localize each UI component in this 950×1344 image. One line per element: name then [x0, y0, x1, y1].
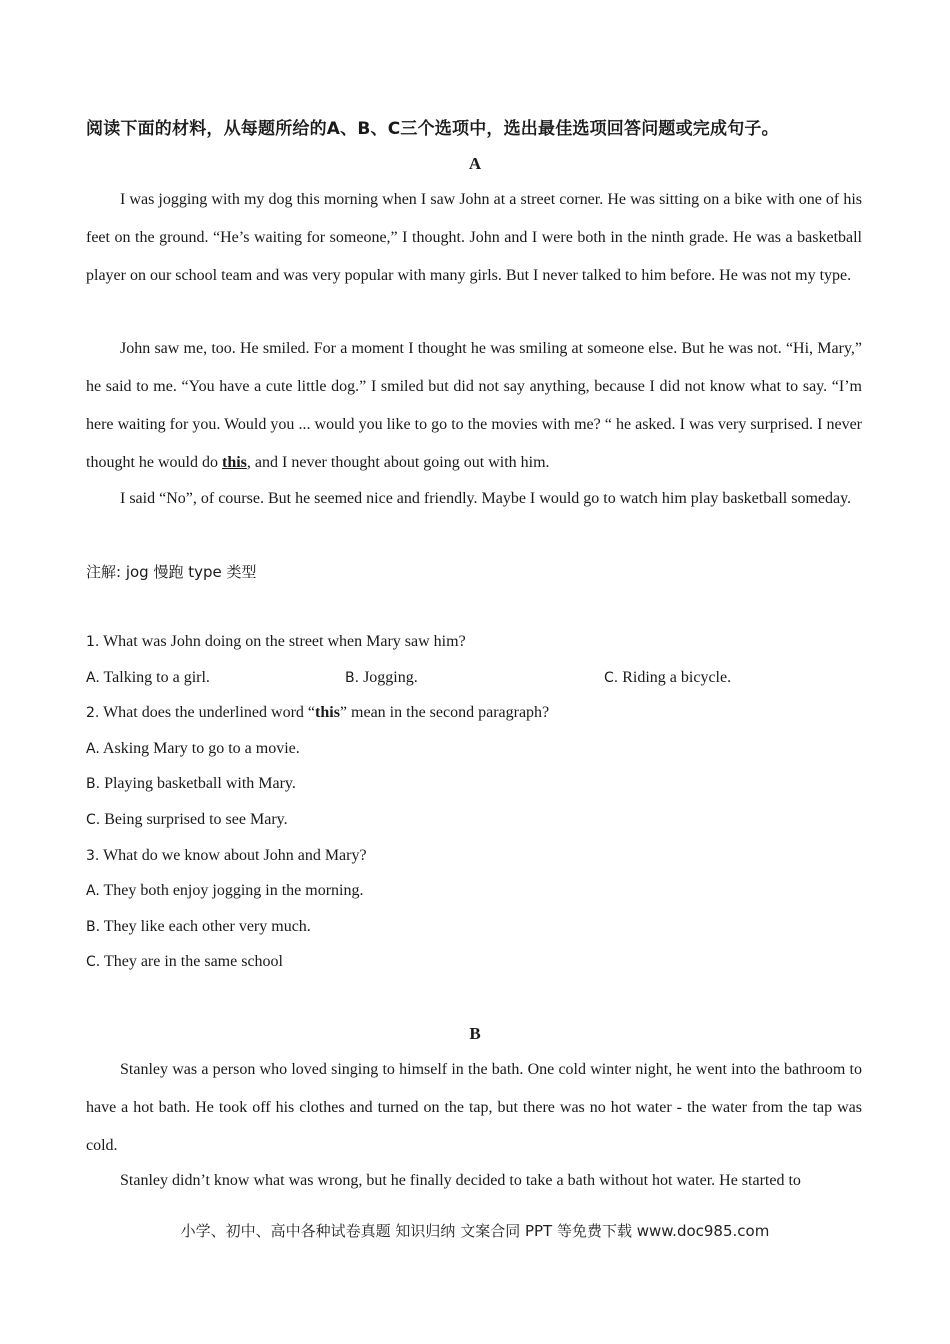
question-1-option-b: B. Jogging. — [345, 669, 418, 686]
question-1-option-c: C. Riding a bicycle. — [604, 669, 732, 686]
question-2-text-end: ” mean in the second paragraph? — [339, 704, 550, 721]
passage-a-paragraph-2 — [86, 330, 862, 482]
question-1-number: 1. — [86, 634, 100, 650]
vocabulary-note: 注解: jog 慢跑 type 类型 — [86, 563, 257, 581]
question-3 — [86, 847, 367, 865]
question-3-text: What do we know about John and Mary? — [103, 847, 367, 864]
question-2-bold-word: this — [315, 704, 340, 721]
section-a-label: A — [468, 154, 482, 173]
section-b-label: B — [469, 1024, 481, 1043]
question-1-text: What was John doing on the street when Mary saw him? — [103, 633, 466, 650]
question-3-option-b: B. They like each other very much. — [86, 918, 311, 935]
question-1 — [86, 633, 466, 651]
question-2-option-a: A. Asking Mary to go to a movie. — [86, 740, 300, 757]
paragraph-2-text-start: John saw me, too. He smiled. For a moment I thought he was smiling at someone else. But he was not. “Hi, Mary,” he said to me. “You have a cute little dog.” I smiled but did not say anything, because I did not know what to say. “I’m here waiting for you. Would you ... would you like to go to the movies with me? “ he asked. I was very surprised. I never thought he would do — [86, 340, 862, 471]
question-2-option-b: B. Playing basketball with Mary. — [86, 775, 296, 792]
question-1-option-a: A. Talking to a girl. — [86, 669, 210, 686]
question-2-option-c: C. Being surprised to see Mary. — [86, 811, 288, 828]
underlined-word-this: this — [222, 454, 247, 471]
paragraph-2-text-end: , and I never thought about going out with him. — [246, 454, 550, 471]
passage-b-paragraph-1: Stanley was a person who loved singing to himself in the bath. One cold winter night, he went into the bathroom to have a hot bath. He took off his clothes and turned on the tap, but there was no hot water - the water from the tap was cold. — [86, 1061, 862, 1154]
question-2-text-start: What does the underlined word “ — [103, 704, 316, 721]
question-2-number: 2. — [86, 705, 100, 721]
question-3-option-c: C. They are in the same school — [86, 953, 283, 970]
question-2 — [86, 704, 549, 722]
question-3-number: 3. — [86, 848, 100, 864]
page-footer: 小学、初中、高中各种试卷真题 知识归纳 文案合同 PPT 等免费下载 www.doc985.com — [180, 1222, 770, 1240]
passage-a-paragraph-1: I was jogging with my dog this morning when I saw John at a street corner. He was sitting on a bike with one of his feet on the ground. “He’s waiting for someone,” I thought. John and I were both in the ninth grade. He was a basketball player on our school team and was very popular with many girls. But I never talked to him before. He was not my type. — [86, 191, 862, 284]
passage-a-paragraph-3: I said “No”, of course. But he seemed nice and friendly. Maybe I would go to watch him play basketball someday. — [120, 490, 852, 507]
question-3-option-a: A. They both enjoy jogging in the morning. — [86, 882, 364, 899]
instruction-heading: 阅读下面的材料，从每题所给的A、B、C三个选项中，选出最佳选项回答问题或完成句子。 — [86, 119, 779, 139]
passage-b-paragraph-2: Stanley didn’t know what was wrong, but he finally decided to take a bath without hot water. He started to — [120, 1172, 801, 1189]
